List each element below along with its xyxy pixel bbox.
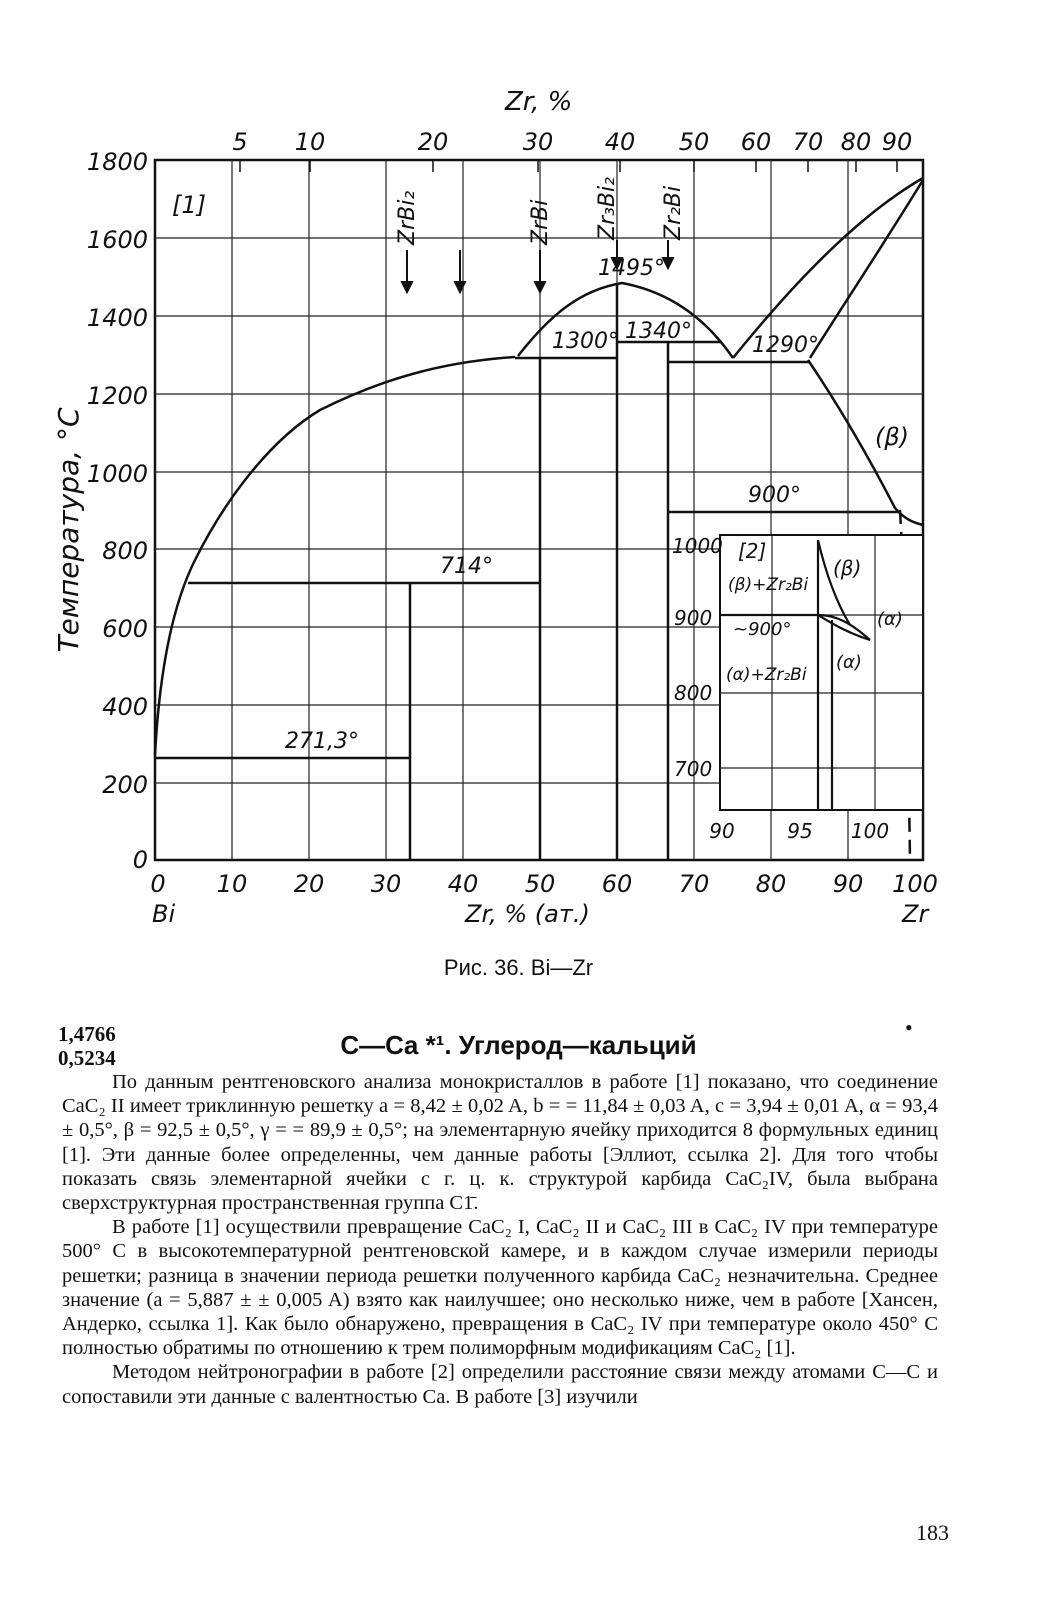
label-900: 900°: [748, 483, 801, 508]
paragraph-1: По данным рентгеновского анализа монокристаллов в работе [1] показано, что соединение CaC₂ II имеет триклинную решетку a = 8,42 ± 0,02 A, b = = 11,84 ± 0,03 A, c = 3,94 ± 0,01 A, α = 93,4 ± 0,5°, β = 92,5 ± 0,5°, γ = = 89,9 ± 0,5°; на элементарную ячейку приходится 8 формульных единиц [1]. Эти данные более определенны, чем данные работы [Эллиот, ссылка 2]. Для того чтобы показать связь элементарной ячейки с г. ц. к. структурой карбида CaC₂IV, была выбрана сверхструктурная пространственная группа C1̄.: [62, 1071, 938, 1215]
bullet-mark: •: [905, 1015, 913, 1040]
svg-text:20: 20: [293, 870, 325, 898]
phase-zrbi2: ZrBi₂: [395, 190, 420, 245]
label-1290: 1290°: [752, 333, 819, 358]
svg-text:60: 60: [601, 870, 633, 898]
svg-text:1400: 1400: [86, 304, 148, 332]
inset-alpha-zr2bi: (α)+Zr₂Bi: [726, 665, 807, 685]
top-axis-title: Zr, %: [505, 87, 573, 117]
svg-text:1600: 1600: [86, 226, 148, 254]
inset-alpha: (α): [836, 652, 862, 673]
label-alpha: (α): [877, 609, 903, 630]
left-element: Bi: [152, 900, 176, 928]
svg-text:30: 30: [522, 128, 554, 156]
svg-text:700: 700: [674, 757, 713, 781]
svg-text:600: 600: [102, 615, 148, 643]
svg-text:1000: 1000: [672, 534, 723, 558]
body-text: [62, 1070, 938, 1409]
paragraph-2: В работе [1] осуществили превращение CaC₂ I, CaC₂ II и CaC₂ III в CaC₂ IV при температуре 500° C в высокотемпературной рентгеновской камере, и в каждом случае измерили периоды решетки; разница в значении периода решетки полученного карбида CaC₂ незначительна. Среднее значение (a = 5,887 ± ± 0,005 A) взято как наилучшее; оно несколько ниже, чем в работе [Хансен, Андерко, ссылка 1]. Как было обнаружено, превращения в CaC₂ IV при температуре около 450° C полностью обратимы по отношению к трем полиморфным модификациям CaC₂ [1].: [62, 1216, 938, 1360]
label-714: 714°: [440, 554, 493, 579]
inset-x-ticks: [709, 819, 889, 843]
svg-text:70: 70: [792, 128, 824, 156]
svg-text:800: 800: [674, 681, 713, 705]
bottom-axis-title: Zr, % (ат.): [465, 900, 590, 928]
svg-text:200: 200: [102, 771, 148, 799]
svg-text:30: 30: [370, 870, 402, 898]
label-beta: (β): [875, 423, 910, 451]
label-271: 271,3°: [285, 729, 359, 754]
svg-text:0: 0: [132, 846, 148, 874]
phase-zrbi: ZrBi: [528, 199, 553, 245]
svg-text:0: 0: [150, 870, 166, 898]
svg-text:90: 90: [709, 819, 735, 843]
right-element: Zr: [902, 900, 929, 928]
svg-text:10: 10: [294, 128, 326, 156]
inset-900: ~900°: [733, 619, 792, 640]
paragraph-3: Методом нейтронографии в работе [2] определили расстояние связи между атомами C—C и сопоставили эти данные с валентностью Ca. В работе [3] изучили: [62, 1361, 938, 1408]
svg-text:60: 60: [740, 128, 772, 156]
svg-text:100: 100: [850, 819, 890, 843]
ref-main: [1]: [172, 191, 206, 219]
svg-text:10: 10: [216, 870, 248, 898]
svg-text:90: 90: [881, 128, 913, 156]
svg-text:400: 400: [102, 693, 148, 721]
phase-zr2bi: Zr₂Bi: [661, 185, 686, 240]
top-axis-ticks: [232, 128, 912, 156]
svg-text:90: 90: [832, 870, 864, 898]
label-1340: 1340°: [625, 319, 692, 344]
svg-text:1800: 1800: [86, 148, 148, 176]
svg-text:800: 800: [102, 537, 148, 565]
inset-beta-zr2bi: (β)+Zr₂Bi: [728, 575, 809, 595]
svg-text:100: 100: [892, 870, 938, 898]
svg-text:50: 50: [524, 870, 556, 898]
y-axis-title: Температура, °C: [52, 407, 85, 653]
section-title: C—Ca *¹. Углерод—кальций: [340, 1030, 697, 1060]
bottom-axis-ticks: [150, 870, 938, 898]
svg-text:80: 80: [840, 128, 872, 156]
side-number-1: 1,4766: [58, 1022, 116, 1046]
svg-text:95: 95: [787, 819, 813, 843]
side-number-2: 0,5234: [58, 1046, 116, 1070]
inset-ref: [2]: [738, 539, 767, 563]
svg-text:80: 80: [755, 870, 787, 898]
svg-text:40: 40: [604, 128, 636, 156]
figure-caption: Рис. 36. Bi—Zr: [443, 955, 594, 980]
label-1300: 1300°: [552, 329, 619, 354]
svg-text:70: 70: [678, 870, 710, 898]
page-number: 183: [916, 1520, 949, 1545]
svg-text:20: 20: [417, 128, 449, 156]
svg-text:50: 50: [678, 128, 710, 156]
liquidus-right-lower: [810, 180, 923, 358]
label-1495: 1495°: [598, 256, 665, 281]
svg-text:1000: 1000: [86, 460, 148, 488]
inset-beta: (β): [833, 556, 862, 580]
inset-y-ticks: [672, 534, 723, 781]
svg-text:5: 5: [232, 128, 248, 156]
svg-text:40: 40: [447, 870, 479, 898]
svg-text:1200: 1200: [86, 382, 148, 410]
svg-text:900: 900: [674, 606, 713, 630]
y-axis-ticks: [87, 148, 148, 874]
phase-zr3bi2: Zr₃Bi₂: [595, 177, 620, 240]
